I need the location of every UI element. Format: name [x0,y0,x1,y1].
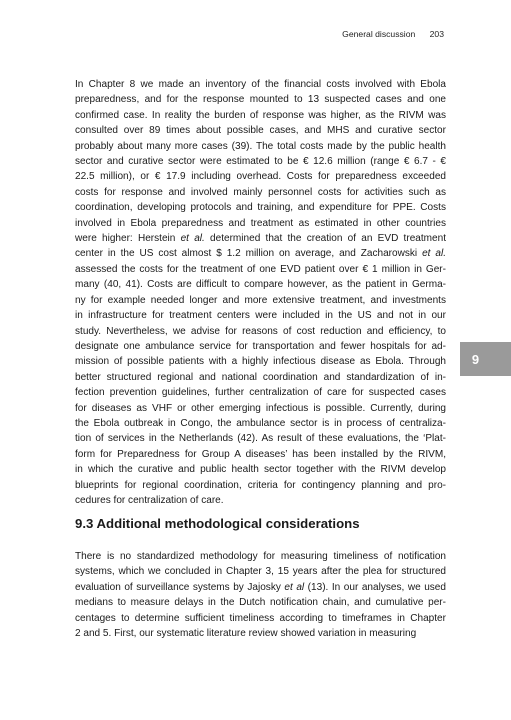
text-line: In Chapter 8 we made an inventory of the financial costs involved with Ebola [75,79,446,90]
text-line: designate one ambulance service for transportation and fewer hospitals for ad- [75,340,446,352]
text-line: costs for response and involved mainly personnel costs for activities such as [75,186,446,198]
text-line: center in the US cost almost $ 1.2 million on average, and Zacharowski et al. [75,248,446,260]
text-line: study. Nevertheless, we advise for reasons of cost reduction and efficiency, to [75,325,446,337]
text-line: systems, which we concluded in Chapter 3, 15 years after the plea for structured [75,566,446,578]
text-line: consulted over 89 times about possible cases, and MHS and curative sector [75,125,446,137]
chapter-tab-number: 9 [471,351,480,367]
text-line: mission of possible patients with a highly infectious disease as Ebola. Through [75,356,446,368]
text-line: many (40, 41). Costs are difficult to compare however, as the patient in Germa- [75,279,446,291]
chapter-tab [460,342,511,376]
text-line: ny for example needed longer and more extensive treatment, and investments [75,294,446,306]
page-number: 203 [429,29,444,39]
text-line: confirmed case. In reality the burden of response was higher, as the RIVM was [75,109,446,121]
text-line: preparedness, and for the response mounted to 13 suspected cases and one [75,94,446,106]
text-line: 22.5 million), or € 17.9 including overhead. Costs for preparedness exceeded [75,171,446,183]
body-paragraph-1 [75,77,446,508]
text-line: blueprints for regional coordination, criteria for contingency planning and pro- [75,479,446,491]
text-line: centages to determine sufficient timeliness according to timeframes in Chapter [75,612,446,624]
text-line: better structured regional and national coordination and standardization of in- [75,371,446,383]
text-line: were higher: Herstein et al. determined that the creation of an EVD treatment [75,233,446,245]
text-line: sector and curative sector were estimated to be € 12.6 million (range € 6.7 - € [75,156,446,168]
text-line: coordination, developing protocols and training, and expenditure for PPE. Costs [75,202,446,214]
text-line: tion of services in the Netherlands (42). As result of these evaluations, the ‘Plat- [75,433,446,445]
text-line: medians to measure delays in the Dutch notification chain, and cumulative per- [75,597,446,609]
text-line: probably about many more cases (39). The total costs made by the public health [75,140,446,152]
text-line: cedures for centralization of care. [75,494,224,506]
text-line: in which the curative and public health sector together with the RIVM develop [75,464,446,476]
section-heading: 9.3 Additional methodological considerations [75,516,360,531]
running-header-title: General discussion [342,29,416,39]
text-line: involved in Ebola preparedness and treatment as estimated in other countries [75,217,446,229]
text-line: evaluation of surveillance systems by Jajosky et al (13). In our analyses, we used [75,581,446,593]
text-line: assessed the costs for the treatment of one EVD patient over € 1 million in Ger- [75,263,446,275]
running-header [342,29,444,39]
text-line: in infrastructure for treatment centers were included in the US and not in our [75,310,446,322]
body-paragraph-2 [75,549,446,641]
text-line: the Ebola outbreak in Congo, the ambulance sector is in process of centraliza- [75,417,446,429]
text-line: There is no standardized methodology for measuring timeliness of notification [75,551,446,562]
text-line: 2 and 5. First, our systematic literature review showed variation in measuring [75,628,417,640]
text-line: fection prevention guidelines, further centralization of care for suspected cases [75,387,446,399]
text-line: form for Preparedness for Group A diseases’ has been installed by the RIVM, [75,448,446,460]
text-line: for diseases as VHF or other emerging infectious is possible. Currently, during [75,402,446,414]
